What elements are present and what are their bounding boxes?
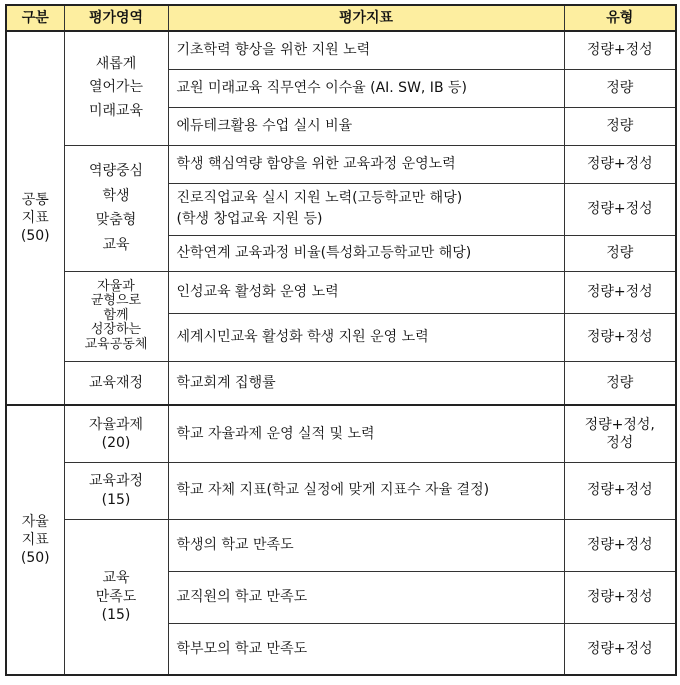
table-row (6, 361, 676, 405)
table-row (6, 145, 676, 183)
indicator-cell: 인성교육 활성화 운영 노력 (168, 271, 564, 313)
area-competency-education: 역량중심 학생 맞춤형 교육 (64, 145, 168, 271)
indicator-cell: 학교 자체 지표(학교 실정에 맞게 지표수 자율 결정) (168, 462, 564, 519)
indicator-cell: 학생 핵심역량 함양을 위한 교육과정 운영노력 (168, 145, 564, 183)
indicator-cell: 교직원의 학교 만족도 (168, 571, 564, 623)
header-type: 유형 (564, 5, 676, 31)
type-cell: 정량+정성 (564, 271, 676, 313)
type-cell: 정량+정성 (564, 313, 676, 361)
area-curriculum: 교육과정 (15) (64, 462, 168, 519)
indicator-cell: 세계시민교육 활성화 학생 지원 운영 노력 (168, 313, 564, 361)
type-cell: 정량 (564, 69, 676, 107)
category-autonomous: 자율 지표 (50) (6, 405, 64, 675)
type-cell: 정량 (564, 107, 676, 145)
type-cell: 정량+정성 (564, 31, 676, 69)
indicator-cell: 학부모의 학교 만족도 (168, 623, 564, 675)
area-autonomous-task: 자율과제 (20) (64, 405, 168, 462)
indicator-cell: 학생의 학교 만족도 (168, 519, 564, 571)
area-satisfaction: 교육 만족도 (15) (64, 519, 168, 675)
indicator-cell: 교원 미래교육 직무연수 이수율 (AI. SW, IB 등) (168, 69, 564, 107)
table-row (6, 519, 676, 571)
area-future-education: 새롭게 열어가는 미래교육 (64, 31, 168, 145)
type-cell: 정량+정성 (564, 571, 676, 623)
type-cell: 정량 (564, 361, 676, 405)
type-cell: 정량 (564, 235, 676, 271)
area-community-education (64, 271, 168, 361)
type-cell: 정량+정성 (564, 519, 676, 571)
type-cell: 정량+정성 (564, 462, 676, 519)
table-row (6, 462, 676, 519)
type-cell: 정량+정성, 정성 (564, 405, 676, 462)
indicator-cell: 학교회계 집행률 (168, 361, 564, 405)
indicator-cell: 에듀테크활용 수업 실시 비율 (168, 107, 564, 145)
header-category: 구분 (6, 5, 64, 31)
table-row (6, 271, 676, 313)
table-row (6, 405, 676, 462)
header-area: 평가영역 (64, 5, 168, 31)
indicator-cell: 기초학력 향상을 위한 지원 노력 (168, 31, 564, 69)
evaluation-indicator-table (5, 4, 677, 676)
area-finance: 교육재정 (64, 361, 168, 405)
area-community-label: 자율과 균형으로 함께 성장하는 교육공동체 (84, 278, 148, 352)
category-common: 공통 지표 (50) (6, 31, 64, 405)
type-cell: 정량+정성 (564, 623, 676, 675)
type-cell: 정량+정성 (564, 145, 676, 183)
header-row (6, 5, 676, 31)
header-indicator: 평가지표 (168, 5, 564, 31)
indicator-cell: 산학연계 교육과정 비율(특성화고등학교만 해당) (168, 235, 564, 271)
table-row (6, 31, 676, 69)
type-cell: 정량+정성 (564, 183, 676, 235)
indicator-cell: 진로직업교육 실시 지원 노력(고등학교만 해당) (학생 창업교육 지원 등) (168, 183, 564, 235)
indicator-cell: 학교 자율과제 운영 실적 및 노력 (168, 405, 564, 462)
